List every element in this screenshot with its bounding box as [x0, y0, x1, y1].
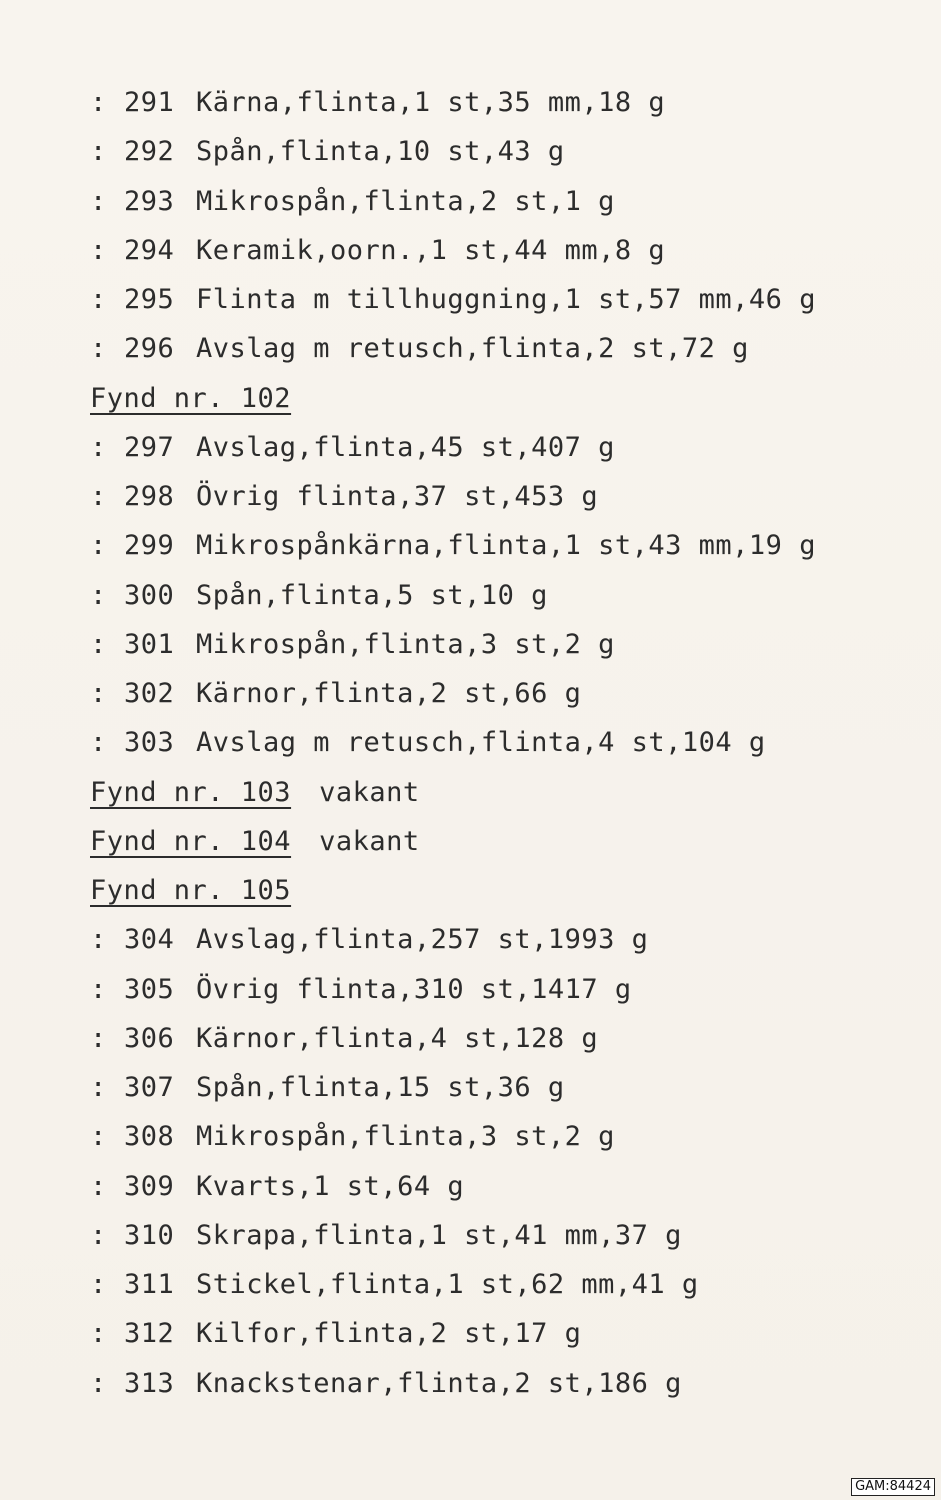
row-colon: : [90, 481, 107, 512]
find-number-label: Fynd nr. 102 [90, 382, 292, 414]
find-number-heading [90, 871, 291, 911]
item-description: Kvarts,1 st,64 g [196, 1170, 465, 1202]
row-colon: : [90, 727, 107, 759]
item-number: 293 [124, 185, 175, 217]
row-colon: : [90, 234, 107, 266]
item-number: 294 [124, 234, 175, 266]
item-number: 291 [124, 87, 175, 118]
row-colon: : [90, 333, 107, 365]
row-colon: : [90, 1269, 107, 1300]
find-item-row [90, 1216, 682, 1256]
row-colon: : [90, 1121, 107, 1153]
row-colon: : [90, 678, 107, 709]
find-item-row [90, 1019, 598, 1059]
item-description: Mikrospånkärna,flinta,1 st,43 mm,19 g [196, 530, 816, 562]
item-description: Övrig flinta,37 st,453 g [196, 481, 599, 512]
item-number: 311 [124, 1269, 175, 1300]
item-number: 307 [124, 1072, 175, 1103]
item-number: 304 [124, 924, 175, 956]
item-number: 296 [124, 333, 175, 365]
item-number: 300 [124, 579, 175, 611]
item-description: Mikrospån,flinta,3 st,2 g [196, 1121, 615, 1153]
item-description: Knackstenar,flinta,2 st,186 g [196, 1367, 682, 1399]
row-colon: : [90, 136, 107, 168]
row-colon: : [90, 1219, 107, 1251]
row-colon: : [90, 1318, 107, 1350]
find-item-row [90, 231, 665, 271]
row-colon: : [90, 973, 107, 1005]
item-number: 308 [124, 1121, 175, 1153]
item-number: 297 [124, 431, 175, 463]
find-number-label: Fynd nr. 104 [90, 825, 292, 857]
item-description: Flinta m tillhuggning,1 st,57 mm,46 g [196, 284, 816, 315]
find-item-row [90, 970, 632, 1010]
item-description: Spån,flinta,15 st,36 g [196, 1072, 565, 1103]
find-status: vakant [319, 776, 420, 808]
item-description: Avslag m retusch,flinta,2 st,72 g [196, 333, 749, 365]
find-item-row [90, 1167, 464, 1207]
item-description: Keramik,oorn.,1 st,44 mm,8 g [196, 234, 666, 266]
item-description: Mikrospån,flinta,3 st,2 g [196, 628, 615, 660]
item-description: Spån,flinta,10 st,43 g [196, 136, 565, 168]
item-number: 295 [124, 284, 175, 315]
find-item-row [90, 477, 598, 517]
row-colon: : [90, 628, 107, 660]
item-description: Avslag m retusch,flinta,4 st,104 g [196, 727, 766, 759]
row-colon: : [90, 1367, 107, 1399]
row-colon: : [90, 530, 107, 562]
item-description: Kärna,flinta,1 st,35 mm,18 g [196, 87, 666, 118]
item-number: 310 [124, 1219, 175, 1251]
item-number: 301 [124, 628, 175, 660]
find-number-label: Fynd nr. 105 [90, 875, 292, 906]
find-item-row [90, 526, 816, 566]
item-description: Övrig flinta,310 st,1417 g [196, 973, 632, 1005]
find-item-row [90, 83, 665, 123]
row-colon: : [90, 579, 107, 611]
item-number: 302 [124, 678, 175, 709]
item-description: Kärnor,flinta,4 st,128 g [196, 1022, 599, 1054]
find-item-row [90, 625, 615, 665]
item-description: Skrapa,flinta,1 st,41 mm,37 g [196, 1219, 682, 1251]
item-number: 306 [124, 1022, 175, 1054]
find-item-row [90, 329, 749, 369]
find-number-heading [90, 822, 420, 862]
item-number: 312 [124, 1318, 175, 1350]
item-number: 298 [124, 481, 175, 512]
find-item-row [90, 182, 615, 222]
find-item-row [90, 1117, 615, 1157]
find-item-row [90, 280, 816, 320]
find-item-row [90, 132, 565, 172]
find-item-row [90, 1068, 565, 1108]
find-number-label: Fynd nr. 103 [90, 776, 292, 808]
item-number: 305 [124, 973, 175, 1005]
item-description: Avslag,flinta,45 st,407 g [196, 431, 615, 463]
find-item-row [90, 428, 615, 468]
archive-id-stamp: GAM:84424 [851, 1478, 935, 1496]
find-item-row [90, 920, 648, 960]
find-item-row [90, 1314, 581, 1354]
find-item-row [90, 1265, 699, 1305]
item-number: 292 [124, 136, 175, 168]
find-item-row [90, 576, 548, 616]
row-colon: : [90, 431, 107, 463]
row-colon: : [90, 1022, 107, 1054]
row-colon: : [90, 87, 107, 118]
item-description: Kärnor,flinta,2 st,66 g [196, 678, 582, 709]
item-description: Kilfor,flinta,2 st,17 g [196, 1318, 582, 1350]
item-number: 299 [124, 530, 175, 562]
row-colon: : [90, 185, 107, 217]
item-description: Stickel,flinta,1 st,62 mm,41 g [196, 1269, 699, 1300]
find-number-heading [90, 773, 420, 813]
find-item-row [90, 723, 766, 763]
row-colon: : [90, 1072, 107, 1103]
item-number: 303 [124, 727, 175, 759]
row-colon: : [90, 924, 107, 956]
find-item-row [90, 674, 581, 714]
item-description: Spån,flinta,5 st,10 g [196, 579, 548, 611]
item-description: Avslag,flinta,257 st,1993 g [196, 924, 649, 956]
item-number: 313 [124, 1367, 175, 1399]
find-item-row [90, 1364, 682, 1404]
item-description: Mikrospån,flinta,2 st,1 g [196, 185, 615, 217]
item-number: 309 [124, 1170, 175, 1202]
find-status: vakant [319, 825, 420, 857]
row-colon: : [90, 284, 107, 315]
row-colon: : [90, 1170, 107, 1202]
find-number-heading [90, 379, 291, 419]
